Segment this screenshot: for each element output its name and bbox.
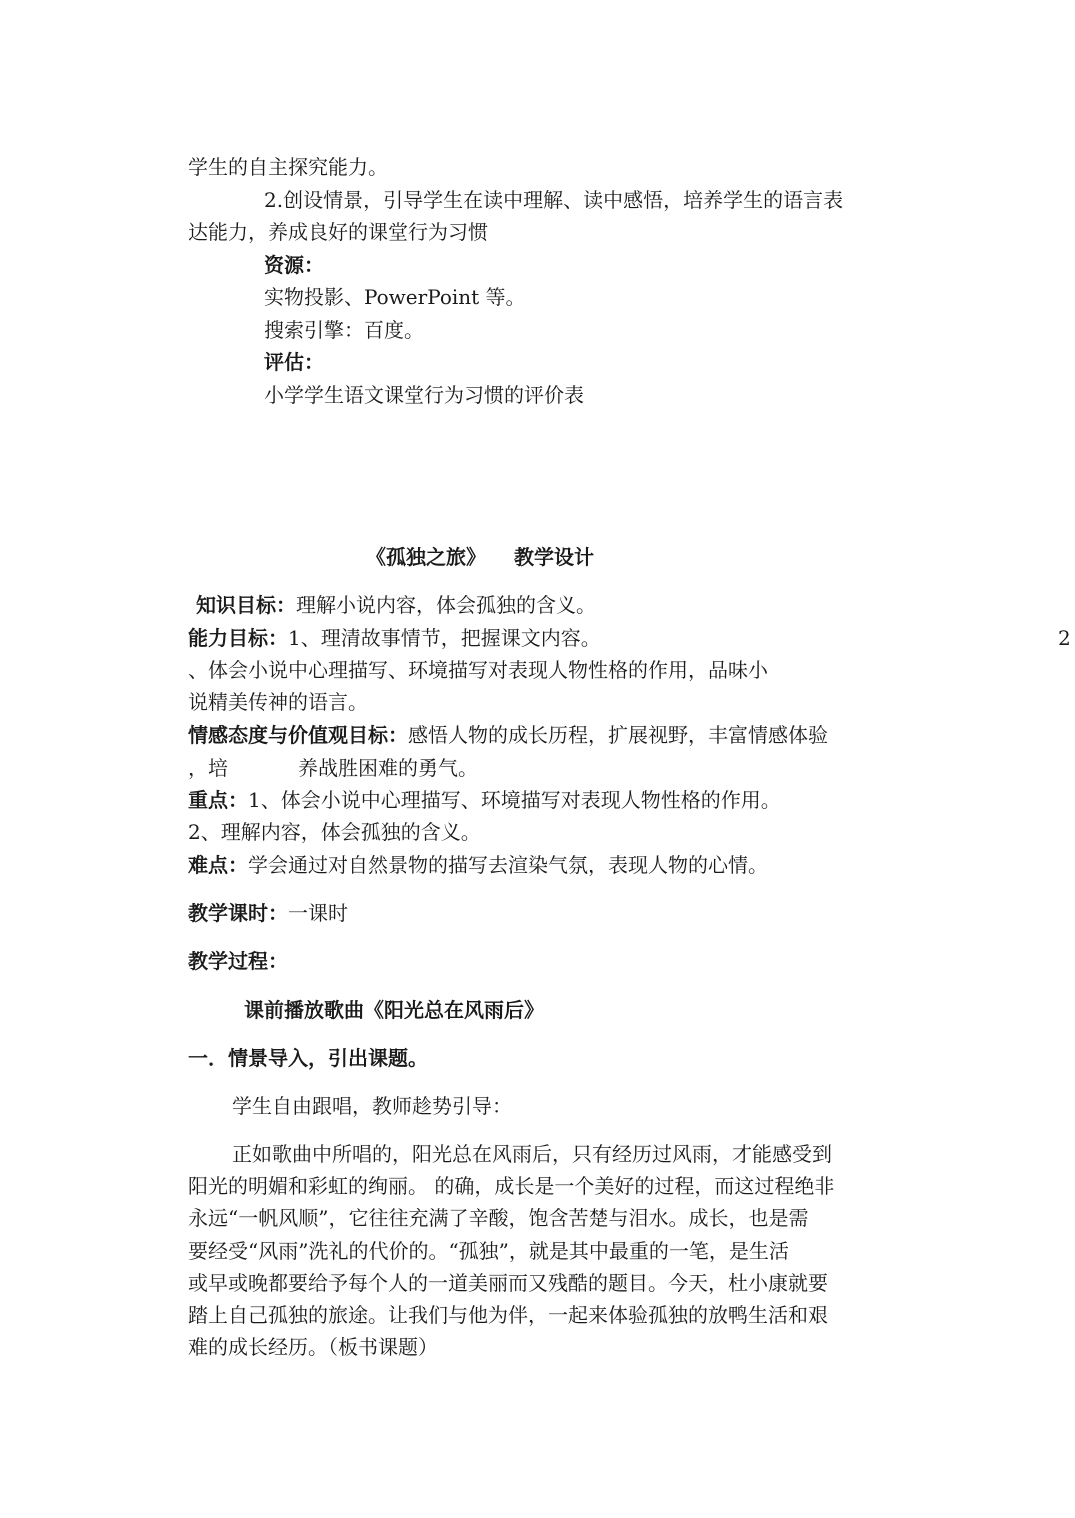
emotion-goal <box>188 721 828 749</box>
paragraph-line: 要经受“风雨”洗礼的代价的。“孤独”，就是其中最重的一笔，是生活 <box>188 1239 789 1263</box>
title-book: 《孤独之旅》 <box>366 545 486 569</box>
section-heading: 一．情景导入，引出课题。 <box>188 1046 428 1070</box>
knowledge-goal <box>196 591 596 619</box>
key-text: 1、体会小说中心理描写、环境描写对表现人物性格的作用。 <box>248 788 781 812</box>
text-line: 2、理解内容，体会孤独的含义。 <box>188 820 481 844</box>
text-line: 学生的自主探究能力。 <box>188 155 388 179</box>
evaluation-heading: 评估： <box>264 350 324 374</box>
paragraph-line: 难的成长经历。（板书课题） <box>188 1335 438 1359</box>
song-line: 课前播放歌曲《阳光总在风雨后》 <box>244 998 544 1022</box>
ability-text: 1、理清故事情节，把握课文内容。 <box>288 626 601 650</box>
text-line: 实物投影、PowerPoint 等。 <box>264 285 526 309</box>
knowledge-text: 理解小说内容，体会孤独的含义。 <box>296 593 596 617</box>
difficult-point <box>188 851 768 879</box>
text-line: 小学学生语文课堂行为习惯的评价表 <box>264 383 584 407</box>
key-point <box>188 786 781 814</box>
paragraph-line: 或早或晚都要给予每个人的一道美丽而又残酷的题目。今天，杜小康就要 <box>188 1271 828 1295</box>
ability-label: 能力目标： <box>188 626 288 650</box>
paragraph-line: 阳光的明媚和彩虹的绚丽。 的确，成长是一个美好的过程，而这过程绝非 <box>188 1174 835 1198</box>
text-line: 搜索引擎：百度。 <box>264 318 424 342</box>
difficult-text: 学会通过对自然景物的描写去渲染气氛，表现人物的心情。 <box>248 853 768 877</box>
text-line: 达能力，养成良好的课堂行为习惯 <box>188 220 488 244</box>
paragraph-line: 正如歌曲中所唱的，阳光总在风雨后，只有经历过风雨，才能感受到 <box>232 1142 832 1166</box>
knowledge-label: 知识目标： <box>196 593 296 617</box>
text-line: 、体会小说中心理描写、环境描写对表现人物性格的作用，品味小 <box>188 658 768 682</box>
ability-goal <box>188 624 601 652</box>
page-title <box>366 543 594 571</box>
text-line: 2.创设情景，引导学生在读中理解、读中感悟，培养学生的语言表 <box>264 188 844 212</box>
paragraph-line: 踏上自己孤独的旅途。让我们与他为伴，一起来体验孤独的放鸭生活和艰 <box>188 1303 828 1327</box>
text-line: 学生自由跟唱，教师趁势引导： <box>232 1094 512 1118</box>
paragraph-line: 永远“一帆风顺”，它往往充满了辛酸，饱含苦楚与泪水。成长，也是需 <box>188 1206 809 1230</box>
side-number: 2 <box>1058 626 1071 650</box>
title-rest: 教学设计 <box>514 545 594 569</box>
hours-text: 一课时 <box>288 901 348 925</box>
process-heading: 教学过程： <box>188 949 288 973</box>
text-line: 说精美传神的语言。 <box>188 690 368 714</box>
emotion-label: 情感态度与价值观目标： <box>188 723 408 747</box>
emotion-text: 感悟人物的成长历程，扩展视野，丰富情感体验 <box>408 723 828 747</box>
difficult-label: 难点： <box>188 853 248 877</box>
text-line: 养战胜困难的勇气。 <box>298 756 478 780</box>
teaching-hours <box>188 899 348 927</box>
resources-heading: 资源： <box>264 253 324 277</box>
key-label: 重点： <box>188 788 248 812</box>
text-line: ，培 <box>188 756 228 780</box>
hours-label: 教学课时： <box>188 901 288 925</box>
